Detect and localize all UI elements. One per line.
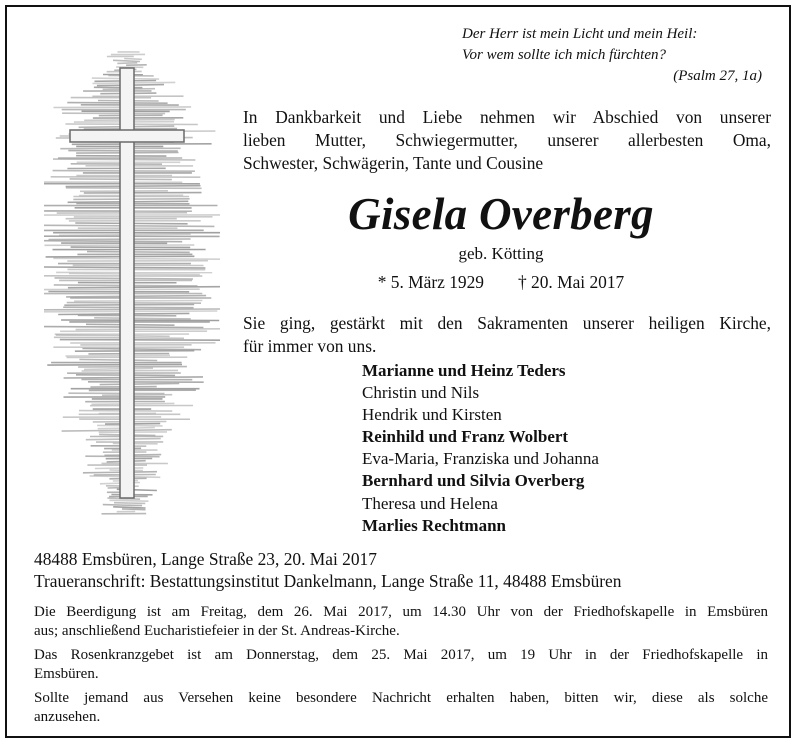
- cross-hatch-stroke: [67, 103, 167, 104]
- funeral-line-1: Die Beerdigung ist am Freitag, dem 26. Mai 2017, um 14.30 Uhr von der Friedhofskapelle in Emsbüren: [34, 604, 768, 620]
- cross-hatch-stroke: [44, 241, 182, 242]
- intro-line-3: Schwester, Schwägerin, Tante und Cousine: [243, 153, 544, 173]
- cross-hatch-stroke: [103, 505, 142, 506]
- cross-hatch-stroke: [110, 500, 149, 501]
- cross-hatch-stroke: [68, 287, 220, 288]
- address-block: [34, 548, 774, 592]
- death-date: † 20. Mai 2017: [517, 272, 625, 292]
- life-dates: [243, 270, 759, 294]
- cross-hatch-stroke: [114, 503, 145, 504]
- birth-date: * 5. März 1929: [377, 272, 484, 292]
- notice-line-1: Sollte jemand aus Versehen keine besondere Nachricht erhalten haben, bitten wir, diese als solche: [34, 690, 768, 706]
- cross-hatch-stroke: [47, 364, 182, 365]
- family-member: Marlies Rechtmann: [362, 515, 507, 535]
- passing-line-1: Sie ging, gestärkt mit den Sakramenten unserer heiligen Kirche,: [243, 313, 771, 333]
- intro-text: [243, 106, 771, 175]
- cross-hatch-stroke: [122, 509, 146, 510]
- family-member: Hendrik und Kirsten: [362, 405, 502, 425]
- passing-text: [243, 312, 771, 358]
- notes-block: [34, 603, 768, 732]
- psalm-reference: (Psalm 27, 1a): [673, 68, 762, 84]
- maiden-name: geb. Kötting: [458, 244, 544, 263]
- cross-hatch-stroke: [113, 60, 140, 61]
- cross-hatch-stroke: [87, 252, 190, 253]
- rosary-line-1: Das Rosenkranzgebet ist am Donnerstag, dem 25. Mai 2017, um 19 Uhr in der Friedhofskapelle in: [34, 647, 768, 663]
- intro-line-2: lieben Mutter, Schwiegermutter, unserer allerbesten Oma,: [243, 130, 771, 150]
- cross-hatch-stroke: [95, 468, 143, 469]
- cross-hatch-stroke: [61, 320, 219, 321]
- cross-hatch-stroke: [56, 335, 170, 336]
- family-member: Bernhard und Silvia Overberg: [362, 471, 585, 491]
- rosary-line-2: Emsbüren.: [34, 666, 99, 682]
- intro-line-1: In Dankbarkeit und Liebe nehmen wir Abschied von unserer: [243, 107, 771, 127]
- place-date: 48488 Emsbüren, Lange Straße 23, 20. Mai 2017: [34, 549, 377, 569]
- cross-hatch-stroke: [76, 329, 220, 330]
- rosary-note: [34, 646, 768, 684]
- psalm-line-1: Der Herr ist mein Licht und mein Heil:: [462, 26, 698, 42]
- cross-hatch-stroke: [53, 258, 220, 259]
- cross-hatch-stroke: [124, 59, 142, 60]
- cross-icon: [42, 48, 222, 518]
- family-member: Eva-Maria, Franziska und Johanna: [362, 449, 599, 469]
- funeral-note: [34, 603, 768, 641]
- psalm-quote: [462, 24, 762, 87]
- cross-hatch-stroke: [84, 368, 153, 369]
- cross-hatch-stroke: [94, 318, 191, 319]
- cross-hatch-stroke: [60, 340, 220, 341]
- cross-hatch-stroke: [82, 349, 201, 350]
- deceased-name: Gisela Overberg: [348, 189, 654, 239]
- funeral-line-2: aus; anschließend Eucharistiefeier in der St. Andreas-Kirche.: [34, 623, 400, 639]
- cross-hatch-stroke: [102, 395, 172, 396]
- cross-hatch-stroke: [66, 355, 171, 356]
- passing-line-2: für immer von uns.: [243, 336, 377, 356]
- family-member: Marianne und Heinz Teders: [362, 361, 566, 380]
- cross-hatch-stroke: [117, 63, 137, 64]
- cross-hatch-stroke: [72, 144, 212, 145]
- psalm-line-2: Vor wem sollte ich mich fürchten?: [462, 47, 666, 63]
- cross-hatch-stroke: [113, 507, 145, 508]
- cross-hatch-stroke: [62, 430, 172, 431]
- family-member: Reinhild und Franz Wolbert: [362, 427, 569, 447]
- cross-hatch-stroke: [100, 384, 180, 385]
- family-member: Christin und Nils: [362, 383, 480, 403]
- notice-note: [34, 689, 768, 727]
- cross-hatch-stroke: [66, 296, 206, 297]
- family-member: Theresa und Helena: [362, 493, 498, 513]
- cross-hatch-stroke: [54, 337, 184, 338]
- family-list: [362, 360, 742, 537]
- cross-hatch-stroke: [74, 301, 202, 302]
- mourning-address: Traueranschrift: Bestattungsinstitut Dankelmann, Lange Straße 11, 48488 Emsbüren: [34, 571, 622, 591]
- notice-line-2: anzusehen.: [34, 709, 101, 725]
- cross-hatch-stroke: [79, 360, 157, 361]
